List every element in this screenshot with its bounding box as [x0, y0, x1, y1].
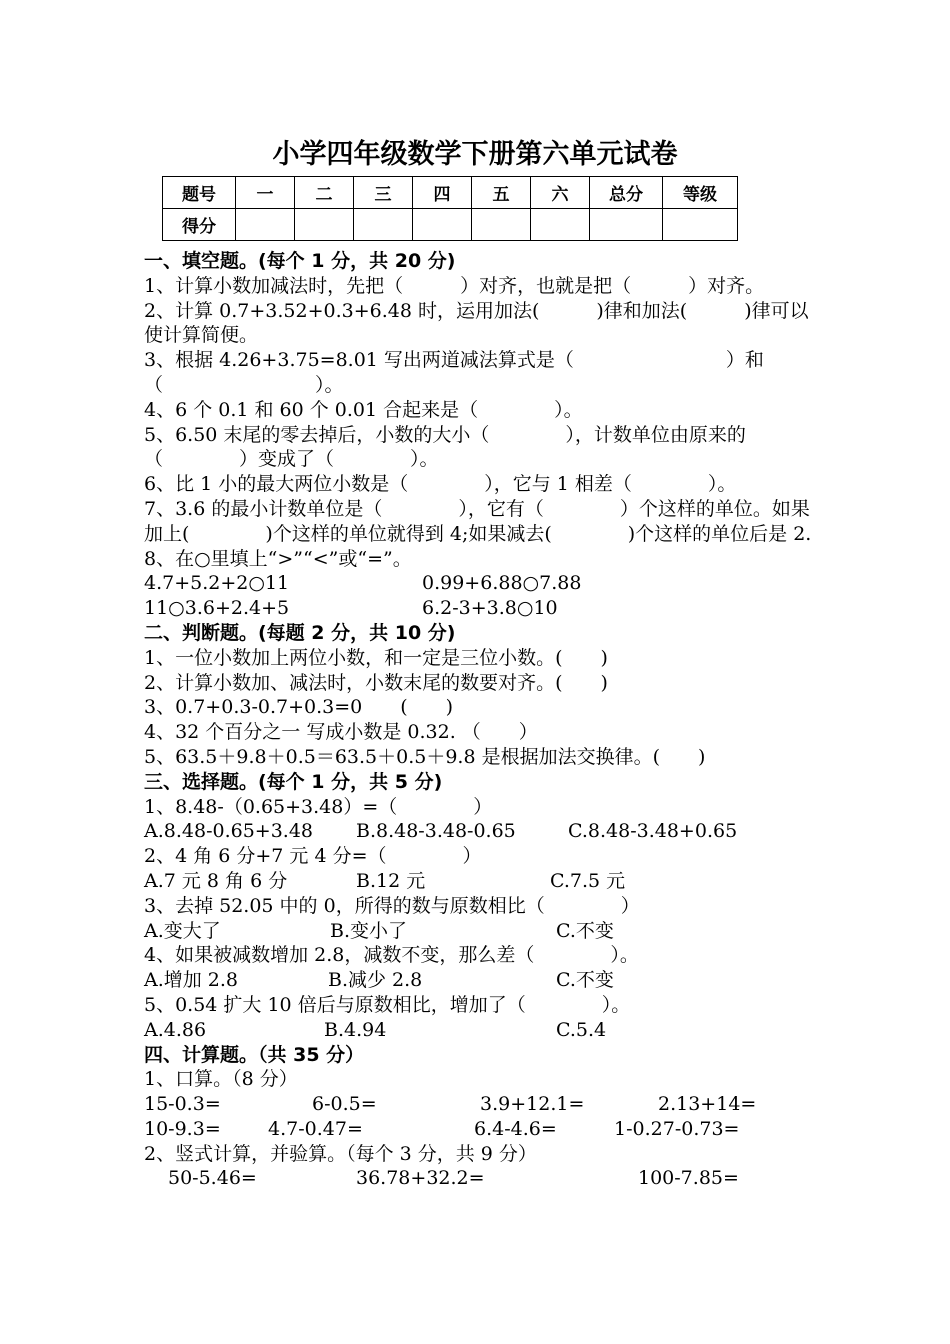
score-cell: [531, 209, 590, 241]
option: B.12 元: [356, 869, 426, 892]
compare-row: [144, 596, 824, 621]
math-item: 1-0.27-0.73=: [614, 1117, 740, 1140]
math-item: 50-5.46=: [168, 1167, 257, 1190]
question: 2、计算 0.7+3.52+0.3+6.48 时，运用加法( )律和加法( )律可以使计算简便。: [144, 299, 809, 347]
section-heading: 四、计算题。（共 35 分）: [144, 1043, 365, 1066]
option: C.不变: [556, 969, 614, 992]
table-header-cell: 二: [295, 177, 354, 209]
option: B.变小了: [330, 919, 408, 942]
options-row: [144, 869, 824, 894]
option: A.变大了: [144, 919, 221, 942]
math-item: 4.7-0.47=: [268, 1117, 363, 1140]
mental-math-row: [144, 1117, 824, 1142]
compare-item: 6.2-3+3.8○10: [422, 597, 558, 620]
score-cell: [354, 209, 413, 241]
options-row: [144, 919, 824, 944]
question: 1、8.48-（0.65+3.48）=（ ）: [144, 795, 493, 818]
option: A.增加 2.8: [144, 969, 239, 992]
table-header-cell: 一: [236, 177, 295, 209]
table-header-cell: 等级: [663, 177, 738, 209]
question: 3、根据 4.26+3.75=8.01 写出两道减法算式是（ ）和（ ）。: [144, 349, 764, 396]
math-item: 6.4-4.6=: [474, 1117, 557, 1140]
question: 3、0.7+0.3-0.7+0.3=0 ( ): [144, 696, 454, 719]
option: B.4.94: [324, 1018, 387, 1041]
question: 7、3.6 的最小计数单位是（ ），它有（ ）个这样的单位。如果加上( )个这样的单位就得到 4;如果减去( )个这样的单位后是 2.: [144, 497, 812, 545]
score-cell: [413, 209, 472, 241]
score-cell: [590, 209, 663, 241]
question: 6、比 1 小的最大两位小数是（ ），它与 1 相差（ ）。: [144, 473, 737, 496]
question: 4、6 个 0.1 和 60 个 0.01 合起来是（ ）。: [144, 398, 583, 421]
math-item: 3.9+12.1=: [480, 1093, 585, 1116]
option: A.4.86: [144, 1018, 207, 1041]
question: 2、计算小数加、减法时，小数末尾的数要对齐。( ): [144, 671, 608, 694]
question: 8、在○里填上“>”“<”或“=”。: [144, 547, 412, 570]
options-row: [144, 1018, 824, 1043]
score-cell: [663, 209, 738, 241]
score-table: [162, 176, 738, 241]
compare-item: 11○3.6+2.4+5: [144, 597, 290, 620]
score-cell: [472, 209, 531, 241]
compare-row: [144, 571, 824, 596]
score-table-score-row: [163, 209, 738, 241]
table-header-cell: 总分: [590, 177, 663, 209]
question: 2、4 角 6 分+7 元 4 分=（ ）: [144, 845, 482, 868]
question: 4、如果被减数增加 2.8，减数不变，那么差（ ）。: [144, 944, 639, 967]
score-cell: [236, 209, 295, 241]
table-header-cell: 六: [531, 177, 590, 209]
compare-item: 4.7+5.2+2○11: [144, 572, 290, 595]
option: A.8.48-0.65+3.48: [144, 820, 314, 843]
question: 5、0.54 扩大 10 倍后与原数相比，增加了（ ）。: [144, 993, 631, 1016]
math-item: 6-0.5=: [312, 1093, 377, 1116]
option: C.不变: [556, 919, 614, 942]
math-item: 15-0.3=: [144, 1093, 221, 1116]
table-header-cell: 三: [354, 177, 413, 209]
question: 5、6.50 末尾的零去掉后，小数的大小（ ），计数单位由原来的（ ）变成了（ ）。: [144, 423, 746, 471]
question: 2、竖式计算，并验算。（每个 3 分，共 9 分）: [144, 1142, 537, 1165]
math-item: 36.78+32.2=: [356, 1167, 485, 1190]
option: C.8.48-3.48+0.65: [568, 820, 738, 843]
option: C.5.4: [556, 1018, 607, 1041]
math-item: 100-7.85=: [638, 1167, 739, 1190]
mental-math-row: [144, 1092, 824, 1117]
score-cell: [295, 209, 354, 241]
option: B.减少 2.8: [328, 969, 423, 992]
table-header-cell: 题号: [163, 177, 236, 209]
question: 1、计算小数加减法时，先把（ ）对齐，也就是把（ ）对齐。: [144, 274, 765, 297]
section-heading: 一、填空题。(每个 1 分，共 20 分): [144, 250, 456, 272]
table-header-cell: 四: [413, 177, 472, 209]
table-header-cell: 五: [472, 177, 531, 209]
question: 3、去掉 52.05 中的 0，所得的数与原数相比（ ）: [144, 894, 640, 917]
question: 1、口算。（8 分）: [144, 1068, 298, 1091]
vertical-calc-row: [144, 1166, 824, 1191]
math-item: 2.13+14=: [658, 1093, 757, 1116]
options-row: [144, 819, 824, 844]
option: B.8.48-3.48-0.65: [356, 820, 516, 843]
table-row-label: 得分: [163, 209, 236, 241]
question: 4、32 个百分之一 写成小数是 0.32. （ ）: [144, 721, 538, 744]
exam-content: [144, 249, 824, 1191]
score-table-header-row: [163, 177, 738, 209]
option: C.7.5 元: [550, 869, 626, 892]
page-title: 小学四年级数学下册第六单元试卷: [272, 139, 678, 170]
compare-item: 0.99+6.88○7.88: [422, 572, 582, 595]
options-row: [144, 968, 824, 993]
question: 1、一位小数加上两位小数，和一定是三位小数。( ): [144, 646, 608, 669]
option: A.7 元 8 角 6 分: [144, 869, 288, 892]
section-heading: 二、判断题。(每题 2 分，共 10 分): [144, 621, 456, 644]
section-heading: 三、选择题。(每个 1 分，共 5 分): [144, 770, 443, 793]
question: 5、63.5＋9.8＋0.5＝63.5＋0.5＋9.8 是根据加法交换律。( ): [144, 745, 706, 768]
math-item: 10-9.3=: [144, 1117, 221, 1140]
